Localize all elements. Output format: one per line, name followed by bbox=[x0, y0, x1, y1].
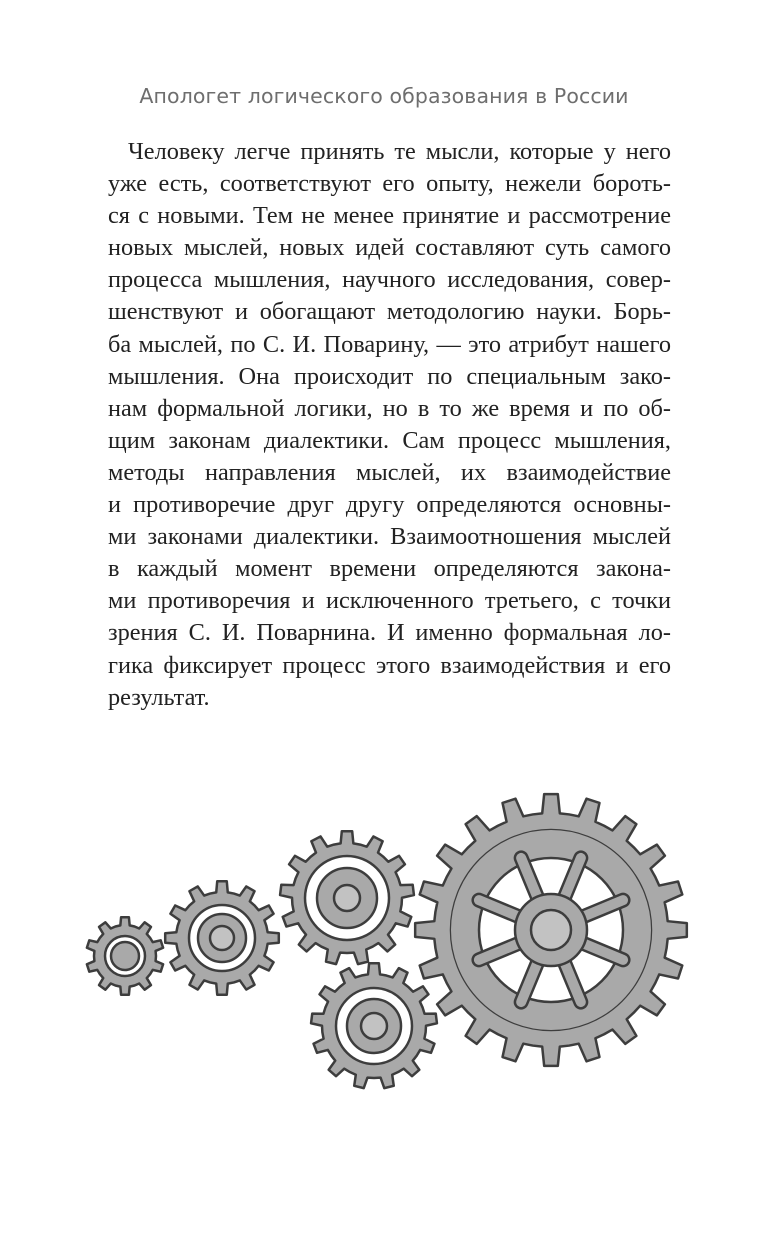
text-line: результат. bbox=[108, 683, 210, 711]
text-line: ся с новыми. Тем не менее принятие и рассмотрение bbox=[108, 202, 671, 230]
text-line: ми законами диалектики. Взаимоотношения мыслей bbox=[108, 523, 671, 551]
text-line: зрения С. И. Поварнина. И именно формальная ло- bbox=[108, 619, 671, 647]
gears-illustration bbox=[0, 780, 768, 1110]
text-line: методы направления мыслей, их взаимодействие bbox=[108, 458, 671, 486]
text-line: шенствуют и обогащают методологию науки. Борь- bbox=[108, 298, 671, 326]
text-line: ми противоречия и исключенного третьего, с точки bbox=[108, 587, 671, 615]
text-line: Человеку легче принять те мысли, которые у него bbox=[128, 138, 671, 165]
text-line: мышления. Она происходит по специальным зако- bbox=[108, 362, 671, 390]
text-line: гика фиксирует процесс этого взаимодействия и его bbox=[108, 651, 671, 679]
gear-5-axle bbox=[531, 910, 571, 950]
text-line: щим законам диалектики. Сам процесс мышления, bbox=[108, 426, 671, 454]
text-line: ба мыслей, по С. И. Поварину, — это атрибут нашего bbox=[108, 330, 671, 358]
text-line: нам формальной логики, но в то же время и по об- bbox=[108, 394, 671, 422]
text-line: в каждый момент времени определяются закона- bbox=[108, 555, 671, 583]
running-head: Апологет логического образования в России bbox=[139, 84, 629, 108]
gear-1-ring-2 bbox=[111, 942, 139, 970]
gear-4-ring-3 bbox=[361, 1013, 387, 1039]
text-line: уже есть, соответствуют его опыту, нежели бороть- bbox=[108, 170, 671, 198]
text-line: новых мыслей, новых идей составляют суть самого bbox=[108, 234, 671, 262]
gear-3-ring-3 bbox=[334, 885, 360, 911]
body-paragraph bbox=[108, 136, 671, 714]
gear-2-ring-3 bbox=[210, 926, 234, 950]
text-line: и противоречие друг другу определяются основны- bbox=[108, 491, 671, 519]
text-line: процесса мышления, научного исследования, совер- bbox=[108, 266, 671, 294]
